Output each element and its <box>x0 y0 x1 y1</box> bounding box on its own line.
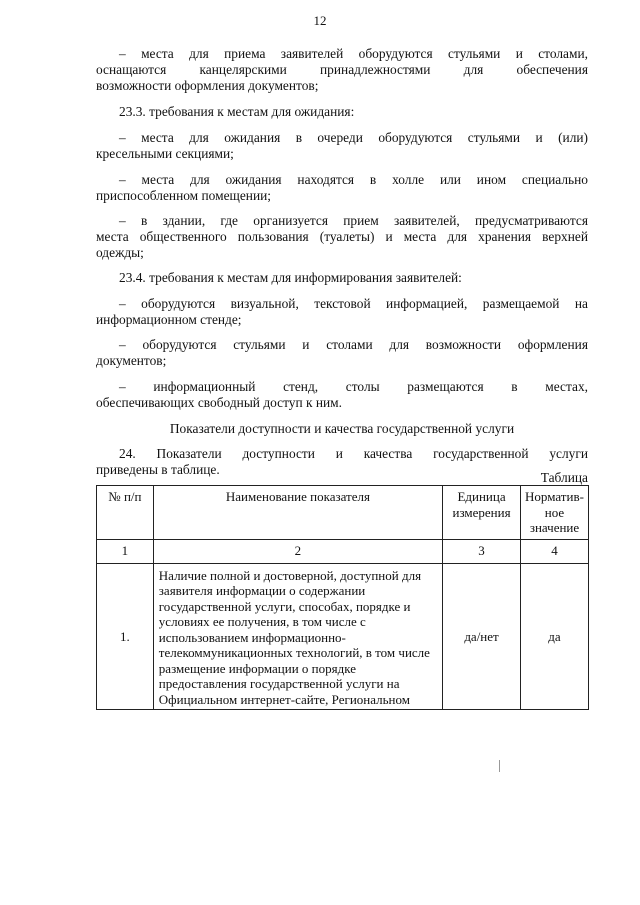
header-number: № п/п <box>97 486 154 540</box>
header-norm: Нормативное значение <box>520 486 588 540</box>
paragraph-line: – оборудуются визуальной, текстовой информацией, размещаемой на <box>119 296 588 311</box>
paragraph-line: – места для ожидания находятся в холле или ином специально <box>119 172 588 187</box>
paragraph-line: приведены в таблице. <box>96 462 220 477</box>
paragraph-line: – оборудуются стульями и столами для возможности оформления <box>119 337 588 352</box>
paragraph-line: 24. Показатели доступности и качества государственной услуги <box>119 446 588 461</box>
indicator-name: Наличие полной и достоверной, доступной для заявителя информации о содержании государственной услуги, способах, порядке и условиях ее получения, в том числе с использованием информационно-телекоммуникационных технологий, в том числе размещение информации о порядке предоставления государственной услуги на Официальном интернет-сайте, Региональном <box>153 563 442 710</box>
paragraph-line: оснащаются канцелярскими принадлежностями для обеспечения <box>96 62 588 77</box>
scan-mark <box>499 760 500 772</box>
table-label: Таблица <box>540 470 588 485</box>
page-number: 12 <box>313 13 327 28</box>
header-name: Наименование показателя <box>153 486 442 540</box>
indicator-value: да <box>520 563 588 710</box>
table-number-row <box>97 539 589 563</box>
table-header-row <box>97 486 589 540</box>
paragraph-line: – в здании, где организуется прием заявителей, предусматриваются <box>119 213 588 228</box>
indicators-table <box>96 485 589 710</box>
header-unit: Единица измерения <box>443 486 521 540</box>
column-number: 3 <box>443 539 521 563</box>
paragraph-line: 23.4. требования к местам для информирования заявителей: <box>119 270 462 285</box>
paragraph-line: приспособленном помещении; <box>96 188 271 203</box>
paragraph-line: обеспечивающих свободный доступ к ним. <box>96 395 343 410</box>
column-number: 1 <box>97 539 154 563</box>
paragraph-line: информационном стенде; <box>96 312 242 327</box>
paragraph-line: возможности оформления документов; <box>96 78 319 93</box>
table-row <box>97 563 589 710</box>
indicator-unit: да/нет <box>443 563 521 710</box>
paragraph-line: документов; <box>96 353 167 368</box>
column-number: 2 <box>153 539 442 563</box>
paragraph-line: места общественного пользования (туалеты) и места для хранения верхней <box>96 229 588 244</box>
paragraph-line: одежды; <box>96 245 144 260</box>
paragraph-line: 23.3. требования к местам для ожидания: <box>119 104 355 119</box>
section-heading: Показатели доступности и качества государственной услуги <box>169 421 515 436</box>
paragraph-line: – места для ожидания в очереди оборудуются стульями и (или) <box>119 130 588 145</box>
paragraph-line: – места для приема заявителей оборудуются стульями и столами, <box>119 46 588 61</box>
paragraph-line: кресельными секциями; <box>96 146 234 161</box>
paragraph-line: – информационный стенд, столы размещаются в местах, <box>119 379 588 394</box>
column-number: 4 <box>520 539 588 563</box>
row-number: 1. <box>97 563 154 710</box>
